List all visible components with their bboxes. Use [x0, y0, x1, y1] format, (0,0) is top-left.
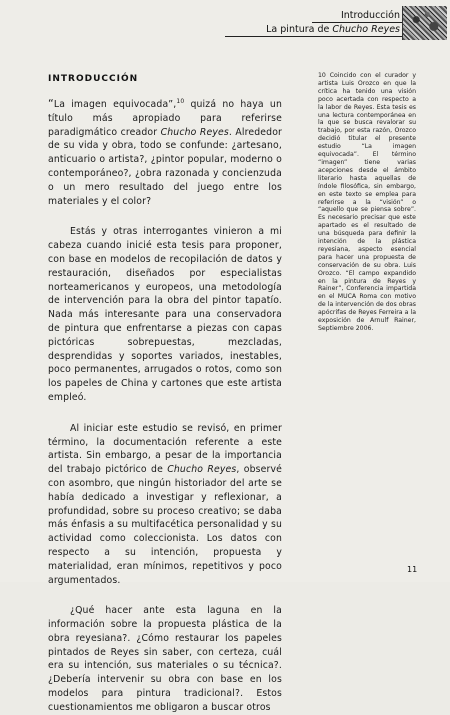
artist-name-italic: Chucho Reyes: [167, 464, 237, 476]
running-header-title: [266, 24, 400, 35]
artist-name-italic: Chucho Reyes: [160, 126, 229, 138]
quote-lead: La imagen equivocada: [53, 99, 169, 110]
footnote-10: 10 Coincido con el curador y artista Luis Orozco en que la crítica ha tenido una visión poco acertada con respecto a la labor de Reyes. Esta tesis es una lectura contemporánea en la que se busca revalorar su trabajo, por esta razón, Orozco decidió titular el presente estudio “La imagen equivocada”. El término “imagen” tiene varias acepciones desde el ámbito literario hasta aquellas de índole filosófica, sin embargo, en este texto se emplea para referirse a la “visión” o “aquello que se piensa sobre”. Es necesario precisar que este apartado es el resultado de una búsqueda para definir la intención de la plástica reyesiana, aspecto esencial para hacer una propuesta de conservación de su obra. Luis Orozco. “El campo expandido en la pintura de Reyes y Rainer”, Conferencia impartida en el MUCA Roma con motivo de la intervención de dos obras apócrifas de Reyes Ferreira a la exposición de Arnulf Rainer, Septiembre 2006.: [318, 72, 416, 332]
open-quote: “: [48, 97, 54, 110]
section-heading: INTRODUCCIÓN: [48, 74, 139, 84]
paragraph-3-text-a: Al iniciar este estudio se revisó, en primer término, la documentación referente a este artista. Sin embargo, a pesar de la importancia del trabajo pictórico de: [48, 422, 282, 476]
paragraph-2: Estás y otras interrogantes vinieron a mi cabeza cuando inicié esta tesis para proponer, con base en modelos de recopilación de datos y restauración, diseñados por especialistas norteamericanos y europeos, una metodología de intervención para la obra del pintor tapatío. Nada más interesante para una conservadora de pintura que enfrentarse a piezas con capas pictóricas sobrepuestas, mezcladas, desprendidas y soportes variados, inestables, poco permanentes, arrugados o rotos, como son los papeles de China y cartones que este artista empleó.: [48, 226, 282, 403]
footnote-ref[interactable]: 10: [176, 97, 185, 105]
paragraph-1-text-b: . Alrededor de su vida y obra, todo se confunde: ¿artesano, anticuario o artista?, ¿pintor popular, moderno o contemporáneo?, ¿obra razonada y concienzuda o un mero resultado del juego entre los materiales y el color?: [48, 126, 283, 207]
paragraph-3-text-b: , observé con asombro, que ningún historiador del arte se había dedicado a investigar y reflexionar, a profundidad, sobre su proceso creativo; se daba más énfasis a su multifacética personalidad y su actividad como coleccionista. Los datos con respecto a su intención, propuesta y materialidad, eran mínimos, repetitivos y poco argumentados.: [48, 464, 282, 586]
paragraph-4: ¿Qué hacer ante esta laguna en la información sobre la propuesta plástica de la obra reyesiana?. ¿Cómo restaurar los papeles pintados de Reyes sin saber, con certeza, cuál era su intención, sus materiales o su técnica?. ¿Debería intervenir su obra con base en los modelos para pintura tradicional?. Estos cuestionamientos me obligaron a buscar otros: [48, 605, 282, 713]
paragraph-1-text-a: quizá no haya un título más apropiado para referirse paradigmático creador: [48, 99, 282, 138]
running-header-section: Introducción: [340, 10, 400, 21]
main-text-column: [48, 97, 282, 715]
running-title-name: Chucho Reyes: [332, 24, 400, 35]
page-number: 11: [407, 565, 418, 574]
running-title-text: La pintura de: [266, 24, 330, 35]
header-rule-long: [225, 36, 402, 37]
paragraph-3: [48, 422, 282, 588]
paragraph-1: “La imagen equivocada”,$^{10}$ quizá no haya un título más apropiado para referirse paradigmático creador Chucho Reyes. Alrededor de su vida y obra, todo se confunde: ¿artesano, anticuario o artista?, ¿pintor popular, moderno o contemporáneo?, ¿obra razonada y concienzuda o un mero resultado del juego entre los materiales y el color?: [48, 97, 283, 207]
header-rule: [312, 22, 402, 23]
header-artwork-thumbnail: [402, 6, 447, 40]
